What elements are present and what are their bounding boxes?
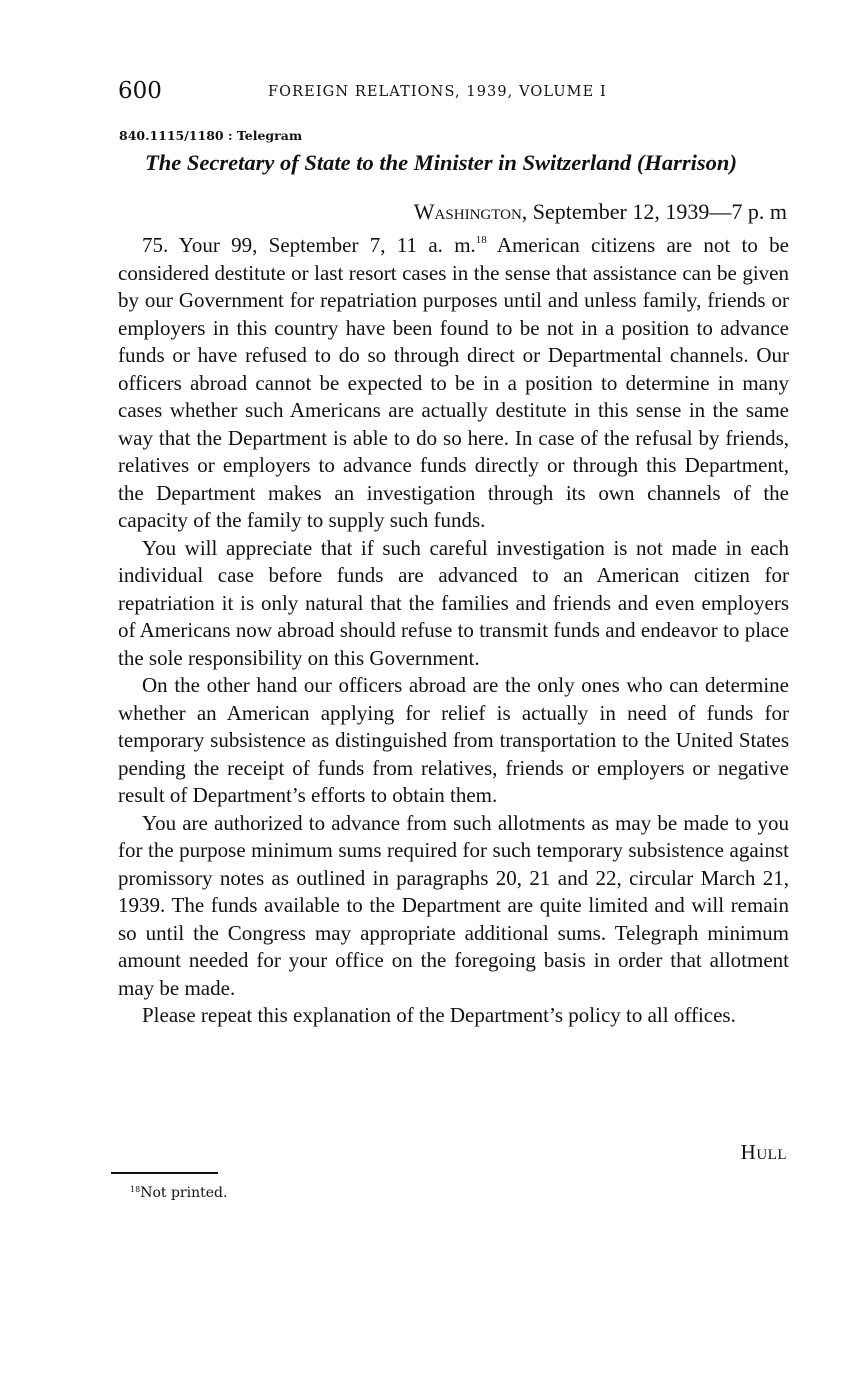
paragraph-3: On the other hand our officers abroad are the only ones who can determine whether an American applying for relief is actually in need of funds for temporary subsistence as distinguished from transportation to the United States pending the receipt of funds from relatives, friends or employers or negative result of Department’s efforts to obtain them.	[118, 673, 789, 807]
dateline-date: , September 12, 1939—7 p. m	[521, 199, 787, 224]
document-title: The Secretary of State to the Minister in Switzerland (Harrison)	[145, 150, 737, 175]
paragraph-1-start: 75. Your 99, September 7, 11 a. m.	[142, 233, 476, 257]
file-reference: 840.1115/1180 : Telegram	[119, 128, 303, 143]
signature: Hull	[740, 1140, 787, 1164]
footnote	[130, 1185, 227, 1201]
running-head: FOREIGN RELATIONS, 1939, VOLUME I	[268, 84, 607, 100]
page-number: 600	[118, 78, 162, 104]
footnote-text: Not printed.	[140, 1185, 228, 1201]
paragraph-5: Please repeat this explanation of the Department’s policy to all offices.	[142, 1003, 736, 1027]
footnote-reference: 18	[475, 234, 487, 246]
paragraph-1-rest: American citizens are not to be considered destitute or last resort cases in the sense that assistance can be given by our Government for repatriation purposes until and unless family, friends or employers in this country have been found to be not in a position to advance funds or have refused to do so through direct or Departmental channels. Our officers abroad cannot be expected to be in a position to determine in many cases whether such Americans are actually destitute in this sense in the same way that the Department is able to do so here. In case of the refusal by friends, relatives or employers to advance funds directly or through this Department, the Department makes an investigation through its own channels of the capacity of the family to supply such funds.	[118, 233, 789, 532]
paragraph-4: You are authorized to advance from such allotments as may be made to you for the purpose minimum sums required for such temporary subsistence against promissory notes as outlined in paragraphs 20, 21 and 22, circular March 21, 1939. The funds available to the Department are quite limited and will remain so until the Congress may appropriate additional sums. Telegraph minimum amount needed for your office on the foregoing basis in order that allotment may be made.	[118, 810, 789, 1000]
footnote-divider	[111, 1172, 218, 1174]
dateline-place: Washington	[413, 199, 522, 224]
dateline	[414, 199, 787, 225]
telegram-body	[118, 232, 789, 1030]
paragraph-2: You will appreciate that if such careful investigation is not made in each individual case before funds are advanced to an American citizen for repatriation it is only natural that the families and friends and even employers of Americans now abroad should refuse to transmit funds and endeavor to place the sole responsibility on this Government.	[118, 535, 789, 670]
footnote-mark: 18	[130, 1185, 141, 1194]
page-header	[118, 78, 788, 110]
paragraph-1	[118, 232, 789, 535]
